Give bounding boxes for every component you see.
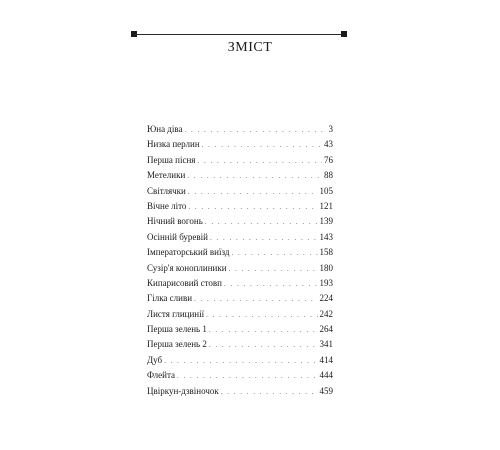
dot-leader (231, 246, 317, 261)
toc-entry-page-number: 43 (324, 139, 333, 150)
toc-entry-title: Світлячки (147, 185, 186, 196)
dot-leader (185, 123, 327, 138)
toc-entry-page-number: 341 (319, 339, 333, 350)
toc-entry-page-number: 143 (319, 231, 333, 242)
dot-leader (188, 200, 317, 215)
toc-entry-title: Перша зелень 2 (147, 339, 207, 350)
toc-entry (147, 368, 333, 383)
table-of-contents (147, 122, 333, 399)
dot-leader (194, 292, 317, 307)
toc-entry (147, 384, 333, 399)
toc-entry-title: Вічне літо (147, 200, 187, 211)
toc-entry-title: Перша пісня (147, 154, 196, 165)
dot-leader (210, 231, 318, 246)
dot-leader (202, 138, 322, 153)
dot-leader (188, 185, 318, 200)
toc-entry (147, 337, 333, 352)
toc-entry-page-number: 88 (324, 170, 333, 181)
toc-entry (147, 322, 333, 337)
header-corner-mark-right (341, 31, 347, 37)
dot-leader (177, 369, 317, 384)
dot-leader (205, 215, 318, 230)
dot-leader (164, 354, 317, 369)
dot-leader (206, 308, 317, 323)
toc-entry-page-number: 76 (324, 154, 333, 165)
toc-entry-title: Перша зелень 1 (147, 324, 207, 335)
toc-entry (147, 122, 333, 137)
toc-entry (147, 199, 333, 214)
toc-entry-title: Низка перлин (147, 139, 200, 150)
toc-entry-page-number: 158 (319, 247, 333, 258)
toc-entry (147, 307, 333, 322)
dot-leader (187, 169, 322, 184)
toc-entry-title: Кипарисовий стовп (147, 277, 222, 288)
toc-entry-title: Осінній буревій (147, 231, 208, 242)
toc-entry (147, 153, 333, 168)
toc-entry-page-number: 105 (319, 185, 333, 196)
dot-leader (221, 385, 318, 400)
toc-entry (147, 353, 333, 368)
toc-entry (147, 168, 333, 183)
toc-entry-title: Сузір'я коноплиники (147, 262, 227, 273)
dot-leader (197, 154, 322, 169)
toc-entry (147, 245, 333, 260)
dot-leader (209, 323, 318, 338)
toc-entry-page-number: 264 (319, 324, 333, 335)
toc-entry-page-number: 180 (319, 262, 333, 273)
toc-entry-page-number: 242 (319, 308, 333, 319)
toc-entry-title: Цвіркун-дзвіночок (147, 385, 219, 396)
toc-entry-title: Нічний вогонь (147, 216, 203, 227)
toc-entry (147, 137, 333, 152)
toc-entry-title: Юна діва (147, 124, 183, 134)
toc-entry-title: Дуб (147, 354, 163, 365)
dot-leader (224, 277, 318, 292)
toc-entry-page-number: 139 (319, 216, 333, 227)
toc-entry (147, 261, 333, 276)
toc-entry-page-number: 121 (319, 200, 333, 211)
toc-entry-title: Імператорський виїзд (147, 247, 230, 258)
toc-entry-title: Гілка сливи (147, 293, 193, 304)
dot-leader (229, 262, 318, 277)
toc-entry-page-number: 414 (319, 354, 333, 365)
toc-entry (147, 214, 333, 229)
toc-entry (147, 184, 333, 199)
toc-entry-page-number: 459 (319, 385, 333, 396)
toc-entry-page-number: 444 (319, 370, 333, 381)
toc-entry-title: Флейта (147, 370, 176, 381)
toc-entry (147, 230, 333, 245)
toc-entry-page-number: 3 (328, 124, 333, 134)
toc-entry-page-number: 193 (319, 277, 333, 288)
toc-entry-page-number: 224 (319, 293, 333, 304)
toc-entry (147, 276, 333, 291)
dot-leader (209, 338, 318, 353)
page-title: ЗМІСТ (227, 40, 273, 55)
toc-entry (147, 291, 333, 306)
header-rule (134, 34, 344, 35)
toc-entry-title: Метелики (147, 170, 186, 181)
toc-entry-title: Листя глицинії (147, 308, 205, 319)
